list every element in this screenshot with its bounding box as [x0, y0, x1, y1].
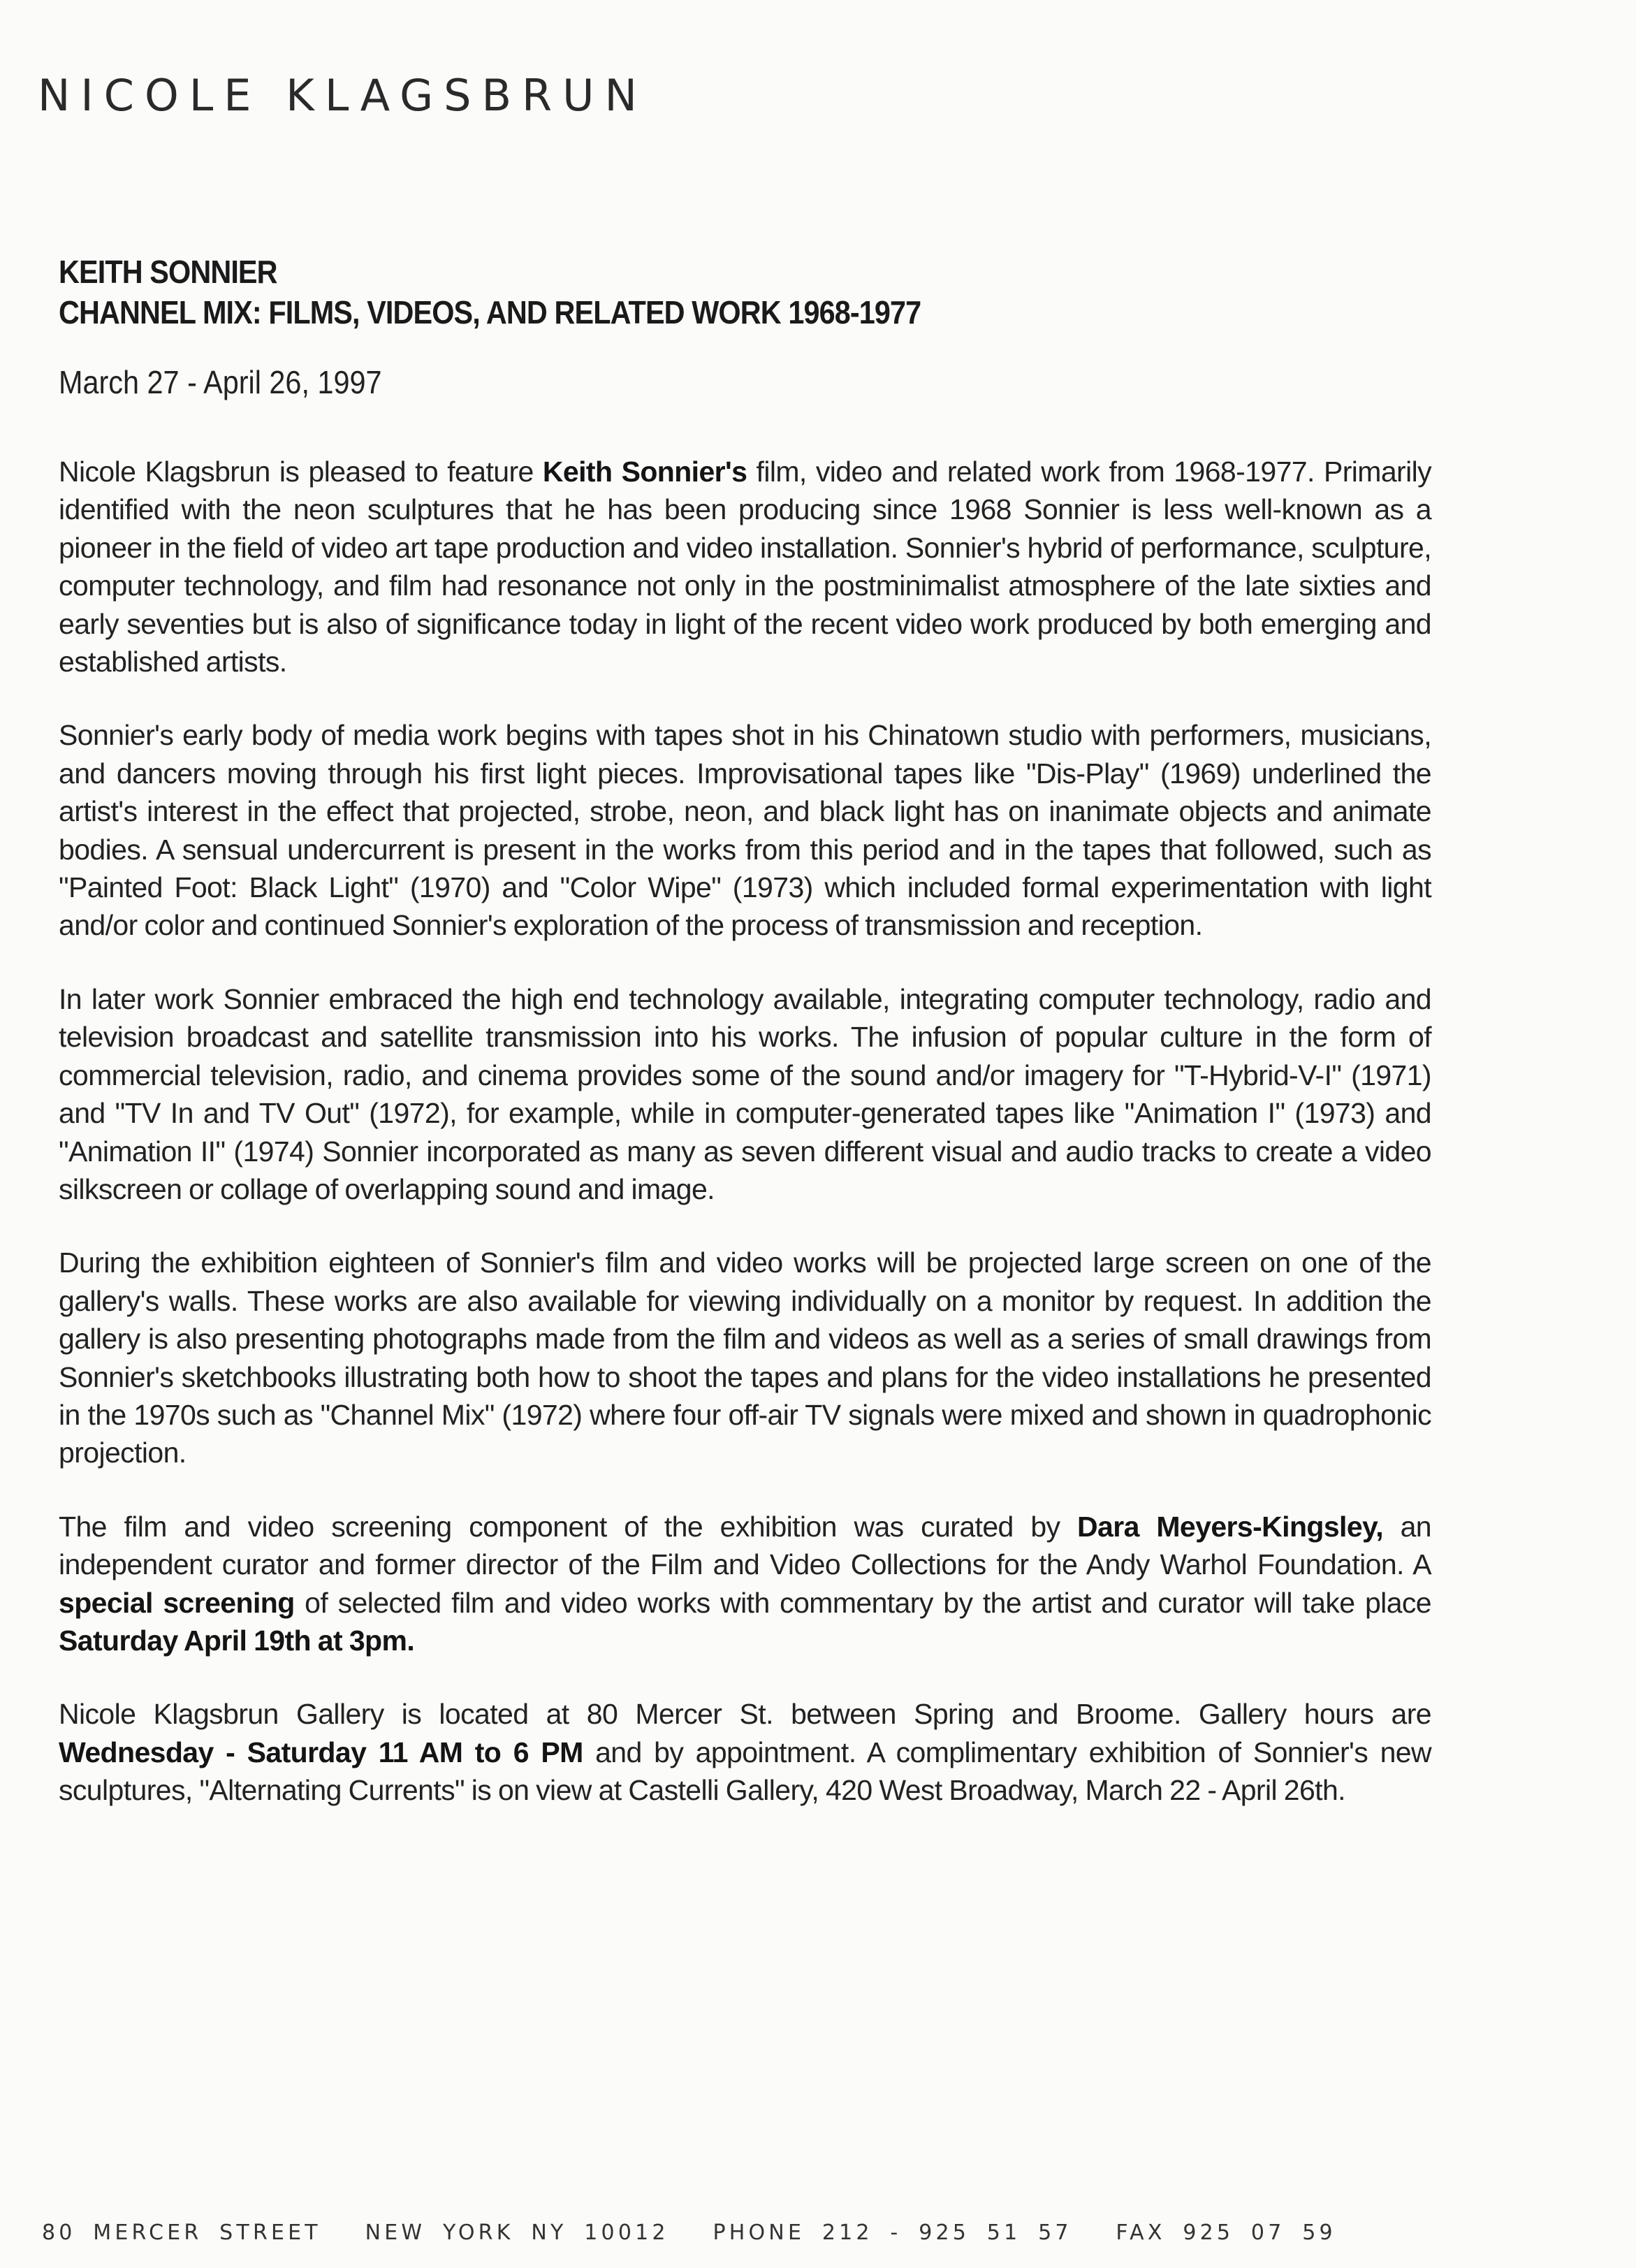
- screening-date-bold: Saturday April 19th at 3pm.: [59, 1624, 415, 1657]
- artist-name-bold: Keith Sonnier's: [542, 456, 747, 488]
- text-run: Nicole Klagsbrun Gallery is located at 80 Mercer St. between Spring and Broome. Gallery hours are: [59, 1698, 1431, 1731]
- text-run: The film and video screening component of the exhibition was curated by: [59, 1510, 1078, 1543]
- special-screening-bold: special screening: [59, 1586, 295, 1619]
- letterhead-footer: [42, 2220, 1336, 2245]
- artist-name: KEITH SONNIER: [59, 254, 277, 290]
- press-release: [59, 252, 1431, 1845]
- footer-fax: FAX 925 07 59: [1116, 2220, 1336, 2245]
- curator-name-bold: Dara Meyers-Kingsley,: [1077, 1510, 1383, 1543]
- body-text: [59, 453, 1431, 1810]
- text-run: Nicole Klagsbrun is pleased to feature: [59, 456, 543, 488]
- paragraph-intro: [59, 453, 1431, 681]
- gallery-masthead: NICOLE KLAGSBRUN: [38, 70, 648, 121]
- footer-city: NEW YORK NY 10012: [365, 2220, 669, 2245]
- footer-phone: PHONE 212 - 925 51 57: [713, 2220, 1072, 2245]
- paragraph-early-work: Sonnier's early body of media work begins with tapes shot in his Chinatown studio with performers, musicians, and dancers moving through his first light pieces. Improvisational tapes like "Dis-Play" (1969) underlined the artist's interest in the effect that projected, strobe, neon, and black light has on inanimate objects and animate bodies. A sensual undercurrent is present in the works from this period and in the tapes that followed, such as "Painted Foot: Black Light" (1970) and "Color Wipe" (1973) which included formal experimentation with light and/or color and continued Sonnier's exploration of the process of transmission and reception.: [59, 719, 1431, 942]
- paragraph-later-work: In later work Sonnier embraced the high end technology available, integrating computer technology, radio and television broadcast and satellite transmission into his works. The infusion of popular culture in the form of commercial television, radio, and cinema provides some of the sound and/or imagery for "T-Hybrid-V-I" (1971) and "TV In and TV Out" (1972), for example, while in computer-generated tapes like "Animation I" (1973) and "Animation II" (1974) Sonnier incorporated as many as seven different visual and audio tracks to create a video silkscreen or collage of overlapping sound and image.: [59, 982, 1431, 1205]
- paragraph-gallery-info: [59, 1695, 1431, 1809]
- exhibition-title: CHANNEL MIX: FILMS, VIDEOS, AND RELATED WORK 1968-1977: [59, 294, 921, 330]
- footer-address: 80 MERCER STREET: [42, 2220, 321, 2245]
- text-run: of selected film and video works with commentary by the artist and curator will take place: [294, 1586, 1431, 1619]
- text-run: an independent curator and former director of the Film and Video Collections for the Andy Warhol Foundation. A: [59, 1510, 1432, 1581]
- text-run: and by appointment. A complimentary exhibition of Sonnier's new sculptures, "Alternating Currents" is on view at Castelli Gallery, 420 West Broadway, March 22 - April 26th.: [59, 1736, 1431, 1807]
- paragraph-screening: [59, 1508, 1431, 1660]
- gallery-hours-bold: Wednesday - Saturday 11 AM to 6 PM: [59, 1736, 583, 1768]
- paragraph-exhibition: During the exhibition eighteen of Sonnier's film and video works will be projected large screen on one of the gallery's walls. These works are also available for viewing individually on a monitor by request. In addition the gallery is also presenting photographs made from the film and videos as well as a series of small drawings from Sonnier's sketchbooks illustrating both how to shoot the tapes and plans for the video installations he presented in the 1970s such as "Channel Mix" (1972) where four off-air TV signals were mixed and shown in quadrophonic projection.: [59, 1246, 1431, 1469]
- exhibition-dates: March 27 - April 26, 1997: [59, 364, 382, 400]
- text-run: film, video and related work from 1968-1977. Primarily identified with the neon sculptures that he has been producing since 1968 Sonnier is less well-known as a pioneer in the field of video art tape production and video installation. Sonnier's hybrid of performance, sculpture, computer technology, and film had resonance not only in the postminimalist atmosphere of the late sixties and early seventies but is also of significance today in light of the recent video work produced by both emerging and established artists.: [59, 456, 1431, 678]
